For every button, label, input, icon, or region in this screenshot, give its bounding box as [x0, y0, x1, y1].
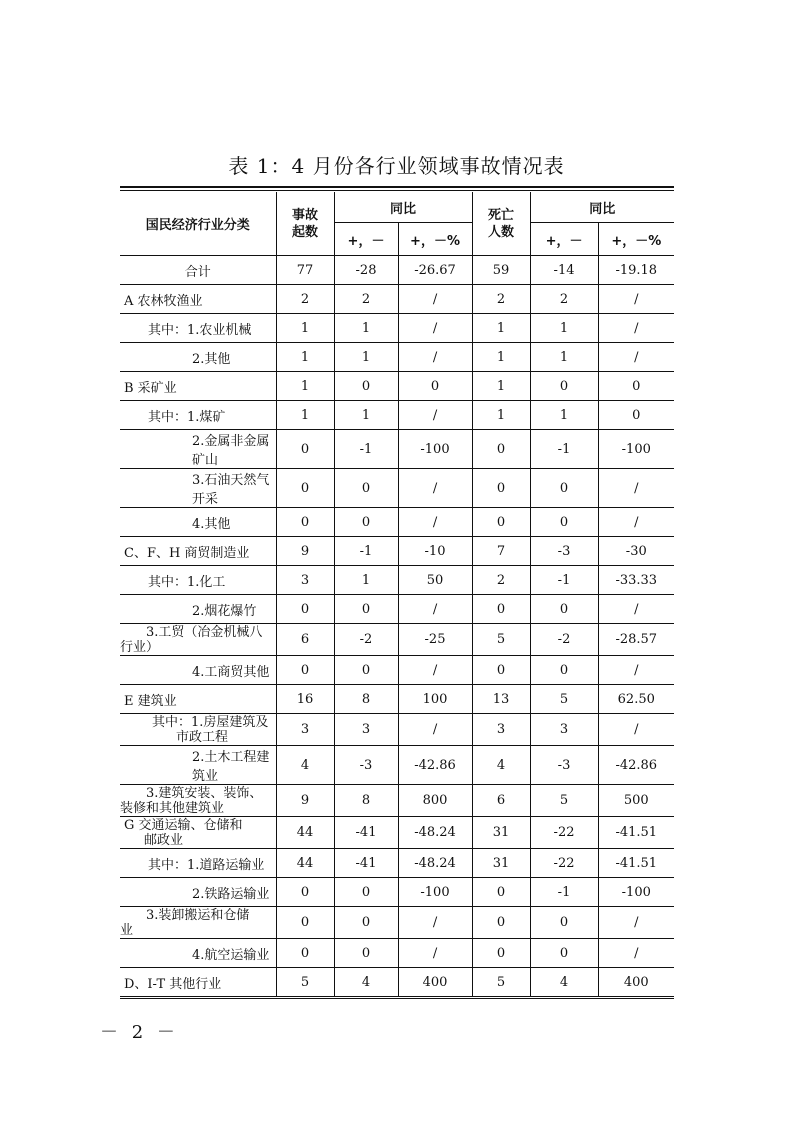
- row-label: D、I-T 其他行业: [120, 968, 276, 998]
- cell-deaths: 0: [472, 430, 530, 469]
- table-row: [120, 314, 674, 343]
- cell-accidents: 9: [276, 537, 334, 566]
- cell-deaths: 1: [472, 314, 530, 343]
- cell-deaths: 3: [472, 714, 530, 746]
- cell-accidents-change: 4: [334, 968, 398, 998]
- page-number: － 2 －: [100, 1022, 179, 1043]
- header-yoy-deaths: 同比: [530, 192, 674, 223]
- cell-deaths: 0: [472, 508, 530, 537]
- cell-accidents: 0: [276, 430, 334, 469]
- cell-deaths-pct: 500: [598, 785, 674, 817]
- cell-deaths-pct: -19.18: [598, 256, 674, 285]
- table-row: [120, 285, 674, 314]
- cell-accidents-change: 1: [334, 314, 398, 343]
- cell-deaths-change: 0: [530, 469, 598, 508]
- table-row: [120, 907, 674, 939]
- row-label: [120, 714, 276, 746]
- cell-accidents-pct: /: [398, 285, 472, 314]
- cell-deaths: 0: [472, 656, 530, 685]
- row-label: 2.金属非金属矿山: [120, 430, 276, 469]
- header-accidents: [276, 192, 334, 256]
- cell-deaths-change: 0: [530, 939, 598, 968]
- cell-accidents: 1: [276, 314, 334, 343]
- cell-accidents-change: 0: [334, 372, 398, 401]
- cell-accidents-pct: 400: [398, 968, 472, 998]
- cell-accidents-change: -41: [334, 817, 398, 849]
- table-body: [120, 256, 674, 998]
- cell-accidents: 4: [276, 746, 334, 785]
- row-label-line2: 业: [120, 922, 134, 938]
- table-row: [120, 469, 674, 508]
- table-row: [120, 430, 674, 469]
- cell-accidents: 16: [276, 685, 334, 714]
- row-label: 其中：1.煤矿: [120, 401, 276, 430]
- cell-deaths-change: 0: [530, 508, 598, 537]
- row-label-line1: 3.装卸搬运和仓储: [146, 907, 250, 923]
- cell-deaths-change: 2: [530, 285, 598, 314]
- cell-accidents-change: 0: [334, 469, 398, 508]
- cell-deaths: 4: [472, 746, 530, 785]
- header-deaths: [472, 192, 530, 256]
- cell-deaths-pct: /: [598, 939, 674, 968]
- cell-accidents-change: 1: [334, 566, 398, 595]
- cell-accidents-pct: -48.24: [398, 849, 472, 878]
- cell-accidents-change: 8: [334, 685, 398, 714]
- cell-deaths-pct: -33.33: [598, 566, 674, 595]
- cell-deaths-pct: 62.50: [598, 685, 674, 714]
- row-label: C、F、H 商贸制造业: [120, 537, 276, 566]
- cell-accidents-change: 2: [334, 285, 398, 314]
- table-row: [120, 878, 674, 907]
- cell-deaths-pct: -100: [598, 430, 674, 469]
- cell-accidents-pct: /: [398, 907, 472, 939]
- cell-deaths-pct: -100: [598, 878, 674, 907]
- cell-deaths: 2: [472, 566, 530, 595]
- table-row: [120, 566, 674, 595]
- header-deaths-line2: 人数: [488, 224, 515, 240]
- cell-accidents-change: 0: [334, 907, 398, 939]
- cell-accidents: 0: [276, 656, 334, 685]
- cell-accidents-pct: -26.67: [398, 256, 472, 285]
- row-label: [120, 624, 276, 656]
- cell-accidents-change: 0: [334, 939, 398, 968]
- cell-deaths-pct: /: [598, 595, 674, 624]
- cell-accidents: 44: [276, 849, 334, 878]
- row-label: 4.工商贸其他: [120, 656, 276, 685]
- cell-accidents: 5: [276, 968, 334, 998]
- row-label: 2.铁路运输业: [120, 878, 276, 907]
- row-label: A 农林牧渔业: [120, 285, 276, 314]
- cell-deaths: 31: [472, 817, 530, 849]
- cell-deaths: 5: [472, 624, 530, 656]
- table-row: [120, 595, 674, 624]
- row-label: B 采矿业: [120, 372, 276, 401]
- row-label-line1: 3.建筑安装、装饰、: [146, 785, 263, 801]
- cell-accidents-change: 8: [334, 785, 398, 817]
- cell-deaths-pct: /: [598, 907, 674, 939]
- cell-deaths: 0: [472, 469, 530, 508]
- cell-deaths-change: 1: [530, 343, 598, 372]
- header-accidents-line2: 起数: [291, 224, 318, 240]
- cell-deaths-pct: -30: [598, 537, 674, 566]
- header-acc-pct: +，－%: [398, 223, 472, 256]
- cell-accidents: 0: [276, 508, 334, 537]
- row-label-line2: 邮政业: [144, 832, 184, 848]
- cell-accidents: 77: [276, 256, 334, 285]
- cell-deaths: 0: [472, 878, 530, 907]
- cell-deaths-change: 1: [530, 314, 598, 343]
- cell-accidents-pct: 0: [398, 372, 472, 401]
- cell-deaths-pct: -42.86: [598, 746, 674, 785]
- cell-accidents-pct: /: [398, 508, 472, 537]
- cell-deaths: 0: [472, 907, 530, 939]
- cell-deaths-change: -22: [530, 817, 598, 849]
- table-row: [120, 939, 674, 968]
- row-label-line2: 行业）: [120, 639, 160, 655]
- cell-deaths-pct: /: [598, 714, 674, 746]
- row-label: 4.其他: [120, 508, 276, 537]
- row-label: 2.烟花爆竹: [120, 595, 276, 624]
- cell-deaths: 1: [472, 401, 530, 430]
- accident-table: [120, 192, 674, 999]
- cell-accidents-change: -28: [334, 256, 398, 285]
- row-label: [120, 817, 276, 849]
- cell-accidents-pct: /: [398, 343, 472, 372]
- cell-accidents-pct: /: [398, 656, 472, 685]
- cell-accidents-pct: /: [398, 714, 472, 746]
- cell-deaths-pct: /: [598, 343, 674, 372]
- row-label-line1: 其中：1.房屋建筑及: [152, 714, 269, 730]
- cell-accidents: 1: [276, 372, 334, 401]
- row-label-line1: 3.工贸（冶金机械八: [146, 624, 263, 640]
- row-label: 3.石油天然气开采: [120, 469, 276, 508]
- cell-accidents-change: 0: [334, 878, 398, 907]
- header-acc-abs: +，－: [334, 223, 398, 256]
- cell-deaths-pct: /: [598, 656, 674, 685]
- row-label: [120, 785, 276, 817]
- table-row: [120, 685, 674, 714]
- header-deaths-line1: 死亡: [488, 207, 515, 223]
- cell-deaths: 13: [472, 685, 530, 714]
- cell-deaths-change: -3: [530, 537, 598, 566]
- row-label: 其中：1.化工: [120, 566, 276, 595]
- table-row: [120, 537, 674, 566]
- cell-deaths-change: 0: [530, 595, 598, 624]
- cell-accidents-pct: 50: [398, 566, 472, 595]
- header-accidents-line1: 事故: [291, 207, 318, 223]
- cell-deaths: 31: [472, 849, 530, 878]
- table-top-rule: [120, 186, 674, 191]
- cell-deaths-pct: /: [598, 285, 674, 314]
- cell-deaths-change: -1: [530, 566, 598, 595]
- cell-deaths: 0: [472, 939, 530, 968]
- table-header: [120, 192, 674, 256]
- cell-accidents-change: -3: [334, 746, 398, 785]
- cell-accidents-pct: -42.86: [398, 746, 472, 785]
- cell-deaths-pct: 0: [598, 401, 674, 430]
- cell-accidents-pct: /: [398, 469, 472, 508]
- table-title: 表 1：4 月份各行业领域事故情况表: [228, 154, 565, 178]
- cell-deaths-pct: 0: [598, 372, 674, 401]
- row-label: E 建筑业: [120, 685, 276, 714]
- cell-accidents: 1: [276, 343, 334, 372]
- cell-accidents: 1: [276, 401, 334, 430]
- cell-accidents-pct: 100: [398, 685, 472, 714]
- table-row: [120, 849, 674, 878]
- row-label: 其中：1.农业机械: [120, 314, 276, 343]
- table-row: [120, 508, 674, 537]
- cell-accidents-pct: -100: [398, 878, 472, 907]
- cell-deaths-change: 1: [530, 401, 598, 430]
- cell-deaths-pct: /: [598, 314, 674, 343]
- header-dth-pct: +，－%: [598, 223, 674, 256]
- cell-deaths-pct: -41.51: [598, 849, 674, 878]
- row-label: [120, 907, 276, 939]
- row-label-line2: 市政工程: [176, 729, 229, 745]
- cell-deaths-change: 0: [530, 372, 598, 401]
- cell-accidents-change: -41: [334, 849, 398, 878]
- table-row: [120, 343, 674, 372]
- cell-deaths: 1: [472, 343, 530, 372]
- cell-accidents-change: 0: [334, 656, 398, 685]
- cell-deaths-change: -2: [530, 624, 598, 656]
- cell-accidents: 0: [276, 878, 334, 907]
- cell-deaths: 59: [472, 256, 530, 285]
- cell-accidents-pct: 800: [398, 785, 472, 817]
- table-row: [120, 401, 674, 430]
- cell-deaths: 2: [472, 285, 530, 314]
- cell-deaths: 0: [472, 595, 530, 624]
- header-yoy-accidents: 同比: [334, 192, 472, 223]
- cell-accidents: 2: [276, 285, 334, 314]
- cell-accidents: 3: [276, 566, 334, 595]
- table-row: [120, 624, 674, 656]
- cell-accidents: 0: [276, 595, 334, 624]
- cell-deaths-change: -1: [530, 878, 598, 907]
- cell-accidents-change: 3: [334, 714, 398, 746]
- cell-deaths-pct: -28.57: [598, 624, 674, 656]
- cell-deaths-change: -3: [530, 746, 598, 785]
- cell-accidents-change: 0: [334, 508, 398, 537]
- cell-accidents-change: -2: [334, 624, 398, 656]
- cell-deaths: 5: [472, 968, 530, 998]
- cell-accidents: 6: [276, 624, 334, 656]
- cell-accidents-change: 1: [334, 343, 398, 372]
- cell-deaths-change: 0: [530, 907, 598, 939]
- cell-deaths-change: -1: [530, 430, 598, 469]
- cell-accidents-pct: -100: [398, 430, 472, 469]
- cell-accidents: 44: [276, 817, 334, 849]
- table-row: [120, 714, 674, 746]
- cell-accidents: 0: [276, 907, 334, 939]
- cell-deaths-change: -14: [530, 256, 598, 285]
- table-row: [120, 656, 674, 685]
- table-row: [120, 968, 674, 998]
- row-label-line1: G 交通运输、仓储和: [124, 817, 243, 833]
- header-dth-abs: +，－: [530, 223, 598, 256]
- table-row: [120, 372, 674, 401]
- cell-deaths-pct: /: [598, 508, 674, 537]
- cell-accidents: 0: [276, 469, 334, 508]
- cell-accidents-change: -1: [334, 430, 398, 469]
- table-row: [120, 817, 674, 849]
- cell-accidents: 9: [276, 785, 334, 817]
- row-label-line2: 装修和其他建筑业: [120, 800, 225, 816]
- cell-accidents: 3: [276, 714, 334, 746]
- cell-deaths-pct: 400: [598, 968, 674, 998]
- cell-accidents-pct: /: [398, 595, 472, 624]
- cell-accidents-change: 0: [334, 595, 398, 624]
- cell-accidents-pct: -25: [398, 624, 472, 656]
- cell-accidents-pct: -48.24: [398, 817, 472, 849]
- row-label: 2.土木工程建筑业: [120, 746, 276, 785]
- cell-deaths-pct: -41.51: [598, 817, 674, 849]
- cell-deaths-change: 3: [530, 714, 598, 746]
- row-label: 其中：1.道路运输业: [120, 849, 276, 878]
- cell-deaths-change: 0: [530, 656, 598, 685]
- cell-accidents-pct: /: [398, 314, 472, 343]
- cell-deaths-change: -22: [530, 849, 598, 878]
- cell-accidents-change: -1: [334, 537, 398, 566]
- cell-deaths-change: 4: [530, 968, 598, 998]
- cell-deaths: 7: [472, 537, 530, 566]
- table-row: [120, 785, 674, 817]
- row-label: 4.航空运输业: [120, 939, 276, 968]
- cell-deaths-pct: /: [598, 469, 674, 508]
- row-label: 2.其他: [120, 343, 276, 372]
- table-row: [120, 746, 674, 785]
- cell-accidents: 0: [276, 939, 334, 968]
- cell-deaths: 6: [472, 785, 530, 817]
- cell-deaths: 1: [472, 372, 530, 401]
- row-label: 合计: [120, 256, 276, 285]
- cell-accidents-pct: /: [398, 939, 472, 968]
- cell-deaths-change: 5: [530, 785, 598, 817]
- cell-accidents-pct: /: [398, 401, 472, 430]
- table-row: [120, 256, 674, 285]
- cell-deaths-change: 5: [530, 685, 598, 714]
- cell-accidents-pct: -10: [398, 537, 472, 566]
- header-category: 国民经济行业分类: [120, 192, 276, 256]
- cell-accidents-change: 1: [334, 401, 398, 430]
